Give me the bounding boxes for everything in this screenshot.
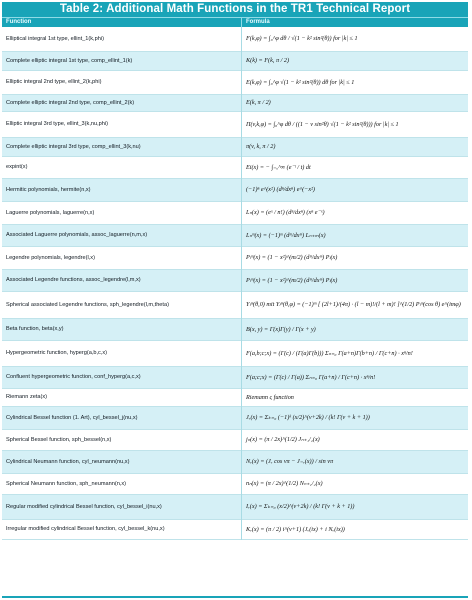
- table-row: [2, 340, 468, 366]
- formula-cell: K(k) = F(k, π / 2): [242, 51, 469, 70]
- formula-cell: Lₙ(x) = (eˣ / n!) (dⁿ/dxⁿ) (xⁿ e⁻ˣ): [242, 201, 469, 224]
- table-row: [2, 406, 468, 429]
- formula-cell: jₙ(x) = (π / 2x)^(1/2) Jₙ₊₁/₂(x): [242, 429, 469, 450]
- function-name-cell: Confluent hypergeometric function, conf_hyperg(a,c,x): [2, 366, 242, 388]
- function-name-cell: Riemann zeta(x): [2, 388, 242, 406]
- table-row: [2, 51, 468, 70]
- function-name-cell: expint(x): [2, 156, 242, 178]
- table-row: [2, 27, 468, 51]
- function-name-cell: Elliptic integral 3rd type, ellint_3(k,nu,phi): [2, 111, 242, 137]
- table-row: [2, 201, 468, 224]
- table-row: [2, 388, 468, 406]
- function-name-cell: Spherical associated Legendre functions, sph_legendre(l,m,theta): [2, 291, 242, 318]
- table-row: [2, 137, 468, 156]
- formula-cell: Ei(x) = − ∫₋ₓ^∞ (e⁻ᵗ / t) dt: [242, 156, 469, 178]
- formula-cell: B(x, y) = Γ(x)Γ(y) / Γ(x + y): [242, 318, 469, 340]
- formula-cell: F(a;c;x) = (Γ(c) / Γ(a)) Σₙ₌₀ Γ(a+n) / Γ(c+n) · xⁿ/n!: [242, 366, 469, 388]
- table-row: [2, 111, 468, 137]
- formula-cell: Kᵥ(x) = (π / 2) i^(v+1) (Jᵥ(ix) + i Nᵥ(ix)): [242, 519, 469, 539]
- table-row: [2, 318, 468, 340]
- function-name-cell: Associated Legendre functions, assoc_legendre(l,m,x): [2, 269, 242, 291]
- formula-cell: Pₗᵐ(x) = (1 − x²)^(m/2) (dᵐ/dxᵐ) Pₗ(x): [242, 246, 469, 269]
- formula-cell: Jᵥ(x) = Σₖ₌₀ (−1)ᵏ (x/2)^(v+2k) / (k! Γ(v + k + 1)): [242, 406, 469, 429]
- formula-cell: Π(v,k,φ) = ∫₀^φ dθ / ((1 − v sin²θ) √(1 − k² sin²(θ))) for |k| ≤ 1: [242, 111, 469, 137]
- formula-cell: Riemann ς function: [242, 388, 469, 406]
- function-name-cell: Laguerre polynomials, laguerre(n,x): [2, 201, 242, 224]
- function-name-cell: Elliptical integral 1st type, ellint_1(k,phi): [2, 27, 242, 51]
- table-row: [2, 94, 468, 111]
- function-name-cell: Irregular modified cylindrical Bessel function, cyl_bessel_k(nu,x): [2, 519, 242, 539]
- table-row: [2, 429, 468, 450]
- function-name-cell: Beta function, beta(x,y): [2, 318, 242, 340]
- table-row: [2, 473, 468, 494]
- table-row: [2, 291, 468, 318]
- table-row: [2, 246, 468, 269]
- table-row: [2, 156, 468, 178]
- bottom-rule: [2, 596, 468, 598]
- table-title: Table 2: Additional Math Functions in the TR1 Technical Report: [2, 2, 468, 17]
- table-row: [2, 366, 468, 388]
- function-name-cell: Complete elliptic integral 2nd type, comp_ellint_2(k): [2, 94, 242, 111]
- function-name-cell: Hermitic polynomials, hermite(n,x): [2, 178, 242, 201]
- function-name-cell: Spherical Bessel function, sph_bessel(n,x): [2, 429, 242, 450]
- formula-cell: F(k,φ) = ∫₀^φ dθ / √(1 − k² sin²(θ)) for |k| ≤ 1: [242, 27, 469, 51]
- header-function: Function: [6, 19, 32, 25]
- math-functions-table: [2, 2, 468, 598]
- table-header-row: [2, 17, 468, 27]
- table-row: [2, 494, 468, 519]
- formula-cell: E(k, π / 2): [242, 94, 469, 111]
- function-name-cell: Complete elliptic integral 3rd type, comp_ellint_3(k,nu): [2, 137, 242, 156]
- header-formula: Formula: [241, 18, 468, 27]
- function-name-cell: Elliptic integral 2nd type, ellint_2(k,phi): [2, 70, 242, 94]
- formula-cell: F(a,b;c;x) = (Γ(c) / (Γ(a)Γ(b))) Σₙ₌₀ Γ(a+n)Γ(b+n) / Γ(c+n) · xⁿ/n!: [242, 340, 469, 366]
- formula-cell: Lₙᵐ(x) = (−1)ᵐ (dᵐ/dxᵐ) Lₙ₊ₘ(x): [242, 224, 469, 246]
- function-name-cell: Legendre polynomials, legendre(l,x): [2, 246, 242, 269]
- function-name-cell: Spherical Neumann function, sph_neumann(n,x): [2, 473, 242, 494]
- function-name-cell: Associated Laguerre polynomials, assoc_laguerre(n,m,x): [2, 224, 242, 246]
- table-body: [2, 27, 468, 540]
- formula-cell: Nᵥ(x) = (Jᵥ cos vπ − J₋ᵥ(x)) / sin vπ: [242, 450, 469, 473]
- formula-cell: (−1)ⁿ e^(x²) (dⁿ/dxⁿ) e^(−x²): [242, 178, 469, 201]
- formula-cell: nₙ(x) = (π / 2x)^(1/2) Nₙ₊₁/₂(x): [242, 473, 469, 494]
- formula-cell: Iᵥ(x) = Σₖ₌₀ (x/2)^(v+2k) / (k! Γ(v + k + 1)): [242, 494, 469, 519]
- table-row: [2, 519, 468, 539]
- function-name-cell: Cylindrical Neumann function, cyl_neumann(nu,x): [2, 450, 242, 473]
- formula-cell: E(k,φ) = ∫₀^φ √(1 − k² sin²(θ)) dθ for |k| ≤ 1: [242, 70, 469, 94]
- table-row: [2, 224, 468, 246]
- formula-cell: Yₗᵐ(θ,0) mit Yₗᵐ(θ,φ) = (−1)ᵐ [ (2l+1)/(4π) · (l − m)!/(l + m)! ]^(1/2) Pₗᵐ(cos θ) e^(imφ): [242, 291, 469, 318]
- function-name-cell: Regular modified cylindrical Bessel function, cyl_bessel_i(nu,x): [2, 494, 242, 519]
- function-name-cell: Complete elliptic integral 1st type, comp_ellint_1(k): [2, 51, 242, 70]
- formula-cell: Pₗᵐ(x) = (1 − x²)^(m/2) (dᵐ/dxᵐ) Pₗ(x): [242, 269, 469, 291]
- function-name-cell: Cylindrical Bessel function (1. Art), cyl_bessel_j(nu,x): [2, 406, 242, 429]
- table-row: [2, 450, 468, 473]
- table-row: [2, 70, 468, 94]
- function-name-cell: Hypergeometric function, hyperg(a,b,c,x): [2, 340, 242, 366]
- table-row: [2, 269, 468, 291]
- formula-cell: π(v, k, π / 2): [242, 137, 469, 156]
- table-row: [2, 178, 468, 201]
